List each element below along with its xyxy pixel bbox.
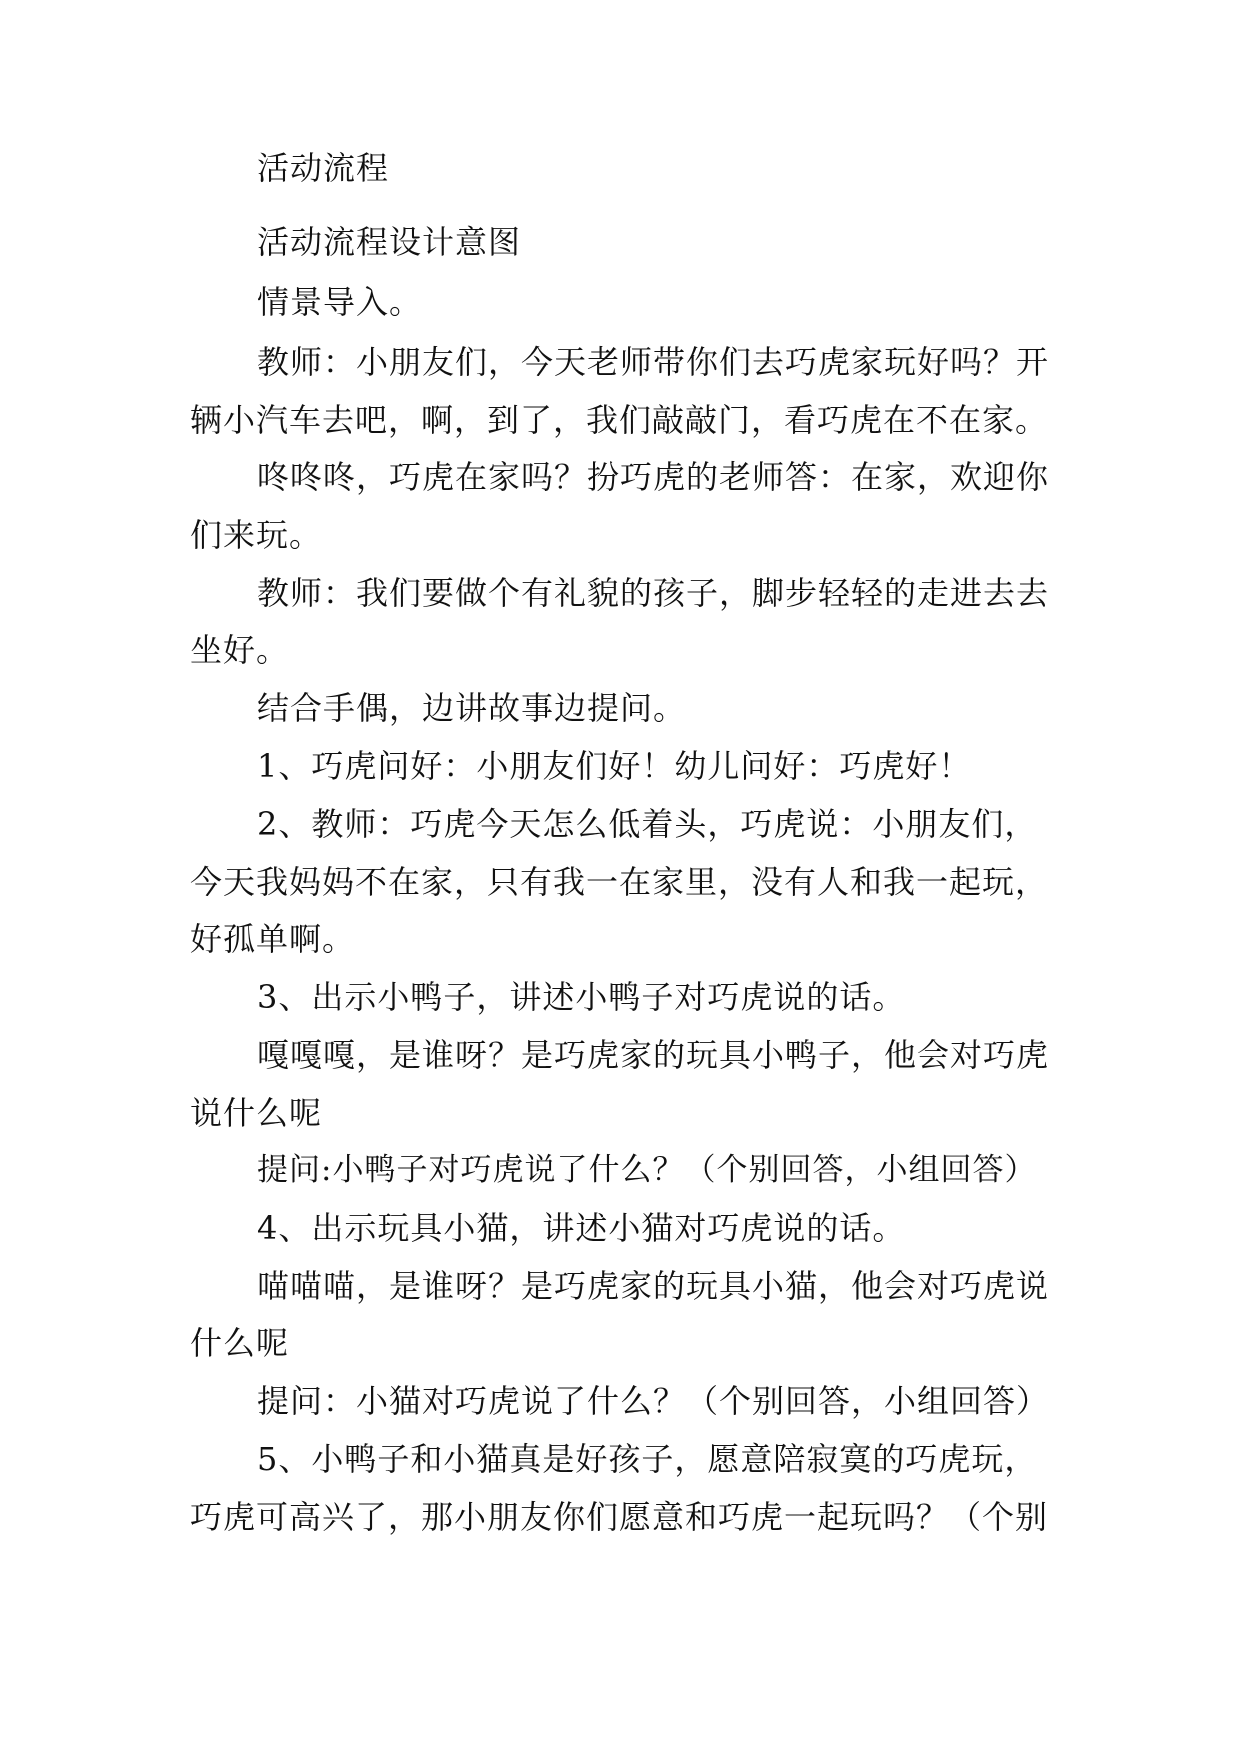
text-line: 辆小汽车去吧，啊，到了，我们敲敲门，看巧虎在不在家。 (190, 401, 1049, 439)
text-line: 4、出示玩具小猫，讲述小猫对巧虎说的话。 (257, 1209, 906, 1247)
text-line: 说什么呢 (190, 1094, 323, 1132)
text-line: 教师：我们要做个有礼貌的孩子，脚步轻轻的走进去去 (257, 574, 1050, 612)
text-line: 3、出示小鸭子，讲述小鸭子对巧虎说的话。 (257, 978, 906, 1016)
text-line: 们来玩。 (190, 516, 323, 554)
text-line: 什么呢 (190, 1324, 290, 1362)
text-line: 教师：小朋友们，今天老师带你们去巧虎家玩好吗？开 (257, 343, 1050, 381)
text-line: 提问：小猫对巧虎说了什么？（个别回答，小组回答） (257, 1382, 1050, 1420)
text-line: 好孤单啊。 (190, 920, 356, 958)
text-line: 活动流程 (257, 149, 390, 187)
text-line: 咚咚咚，巧虎在家吗？扮巧虎的老师答：在家，欢迎你 (257, 458, 1050, 496)
text-line: 2、教师：巧虎今天怎么低着头，巧虎说：小朋友们， (257, 805, 1038, 843)
text-line: 坐好。 (190, 631, 290, 669)
text-line: 今天我妈妈不在家，只有我一在家里，没有人和我一起玩， (190, 863, 1049, 901)
text-line: 结合手偶，边讲故事边提问。 (257, 689, 687, 727)
text-line: 巧虎可高兴了，那小朋友你们愿意和巧虎一起玩吗？（个别 (190, 1498, 1049, 1536)
text-line: 嘎嘎嘎，是谁呀？是巧虎家的玩具小鸭子，他会对巧虎 (257, 1036, 1050, 1074)
text-line: 喵喵喵，是谁呀？是巧虎家的玩具小猫，他会对巧虎说 (257, 1267, 1050, 1305)
text-line: 情景导入。 (257, 283, 423, 321)
text-line: 提问:小鸭子对巧虎说了什么？（个别回答，小组回答） (257, 1152, 1037, 1188)
text-line: 5、小鸭子和小猫真是好孩子，愿意陪寂寞的巧虎玩， (257, 1440, 1038, 1478)
text-line: 1、巧虎问好：小朋友们好！幼儿问好：巧虎好！ (257, 747, 972, 785)
text-line: 活动流程设计意图 (257, 223, 522, 261)
